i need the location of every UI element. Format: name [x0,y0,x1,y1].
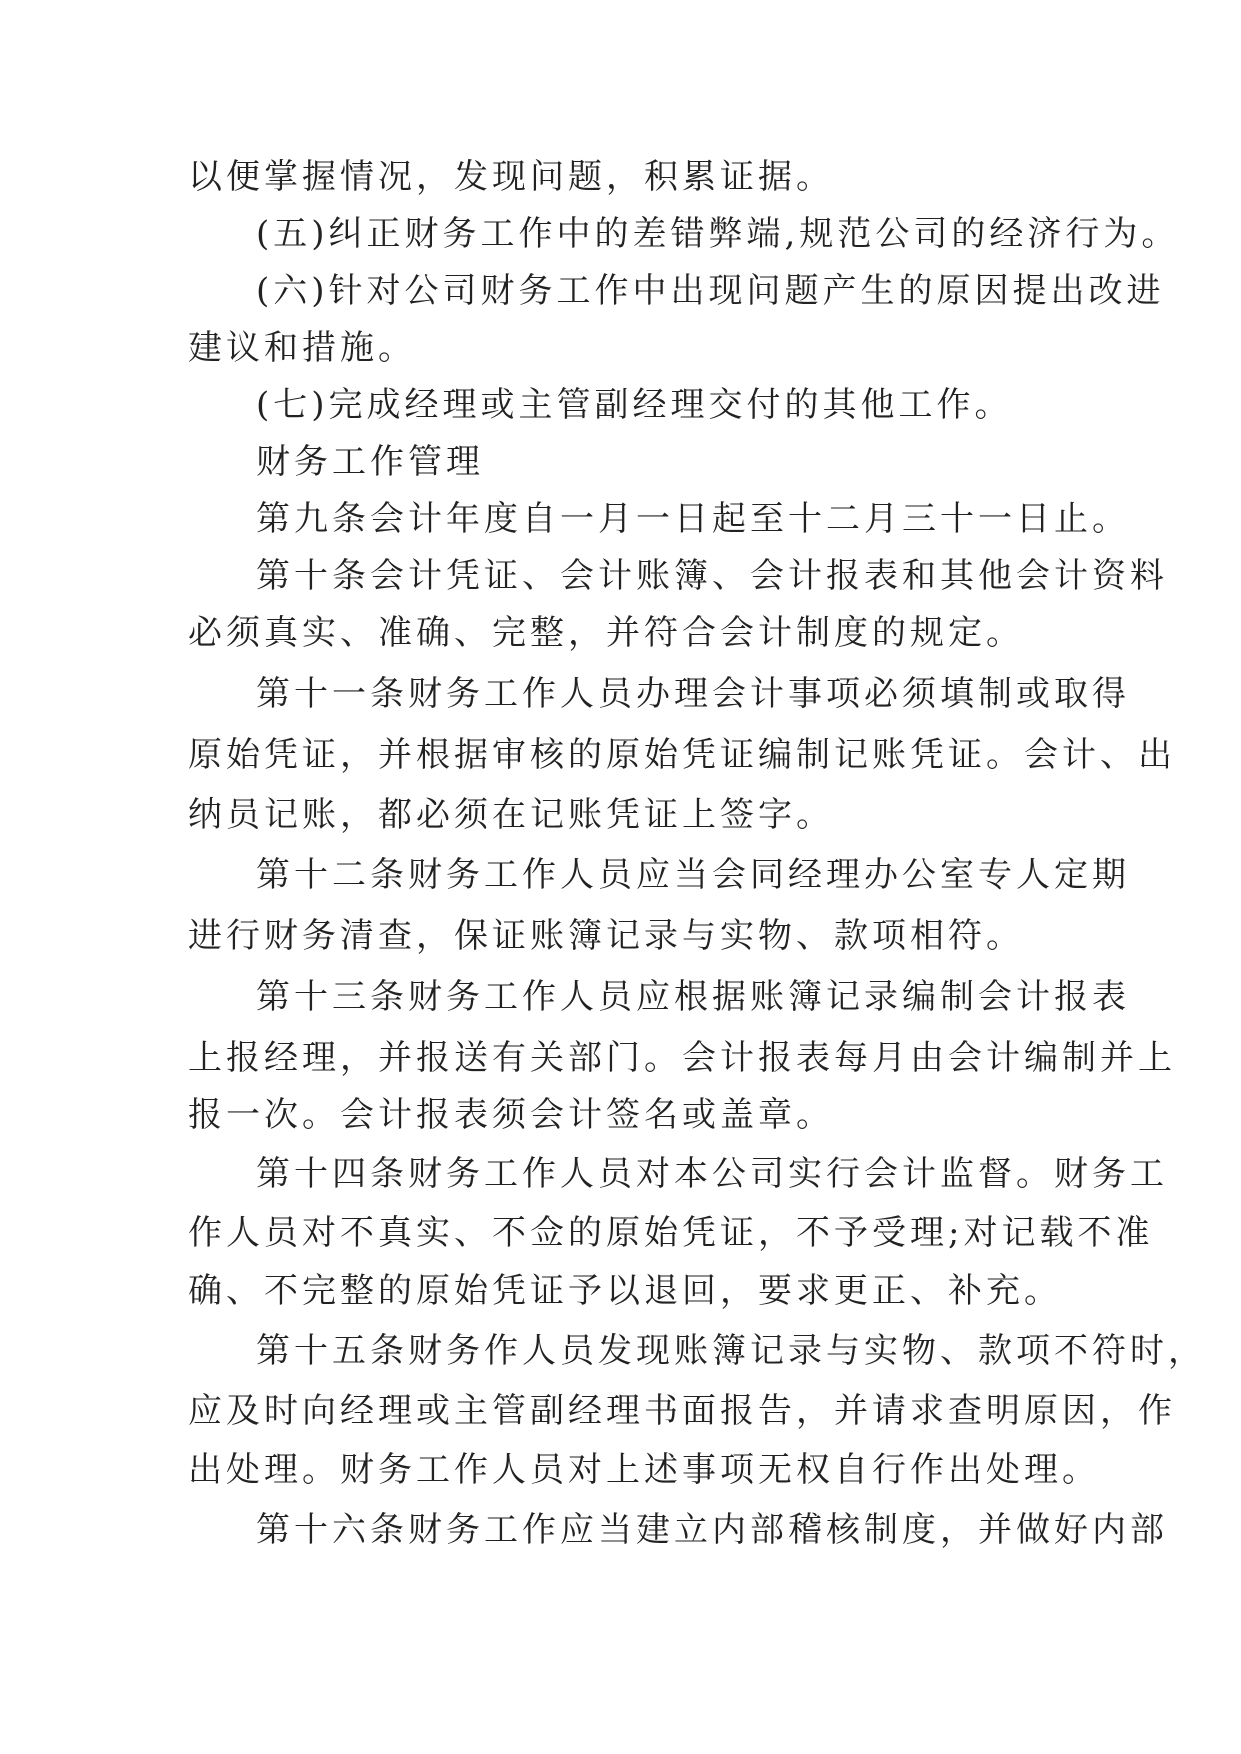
text-line: 应及时向经理或主管副经理书面报告，并请求查明原因，作 [188,1391,1176,1431]
text-line: 第十六条财务工作应当建立内部稽核制度，并做好内部 [256,1510,1168,1550]
text-line: 纳员记账，都必须在记账凭证上签字。 [188,795,834,835]
text-line: 建议和措施。 [188,328,416,368]
text-line: 第十四条财务工作人员对本公司实行会计监督。财务工 [256,1154,1168,1194]
text-line: 出处理。财务工作人员对上述事项无权自行作出处理。 [188,1450,1100,1490]
text-line: 原始凭证，并根据审核的原始凭证编制记账凭证。会计、出 [188,735,1176,775]
section-heading: 财务工作管理 [256,442,484,482]
text-line: (五)纠正财务工作中的差错弊端,规范公司的经济行为。 [256,214,1180,254]
text-line: 上报经理，并报送有关部门。会计报表每月由会计编制并上 [188,1038,1176,1078]
text-line: 报一次。会计报表须会计签名或盖章。 [188,1095,834,1135]
text-line: 确、不完整的原始凭证予以退回，要求更正、补充。 [188,1271,1062,1311]
text-line: 第十条会计凭证、会计账簿、会计报表和其他会计资料 [256,556,1168,596]
text-line: 必须真实、准确、完整，并符合会计制度的规定。 [188,613,1024,653]
text-line: 作人员对不真实、不佥的原始凭证，不予受理;对记载不准 [188,1213,1154,1253]
text-line: 第十二条财务工作人员应当会同经理办公室专人定期 [256,855,1130,895]
text-line: (七)完成经理或主管副经理交付的其他工作。 [256,385,1013,425]
text-line: 以便掌握情况，发现问题，积累证据。 [188,157,834,197]
text-line: (六)针对公司财务工作中出现问题产生的原因提出改进 [256,271,1165,311]
document-body [188,157,1206,1550]
text-line: 进行财务清查，保证账簿记录与实物、款项相符。 [188,916,1024,956]
text-line: 第十一条财务工作人员办理会计事项必须填制或取得 [256,674,1130,714]
text-line: 第十五条财务作人员发现账簿记录与实物、款项不符时， [256,1331,1206,1371]
text-line: 第十三条财务工作人员应根据账簿记录编制会计报表 [256,977,1130,1017]
text-line: 第九条会计年度自一月一日起至十二月三十一日止。 [256,499,1130,539]
